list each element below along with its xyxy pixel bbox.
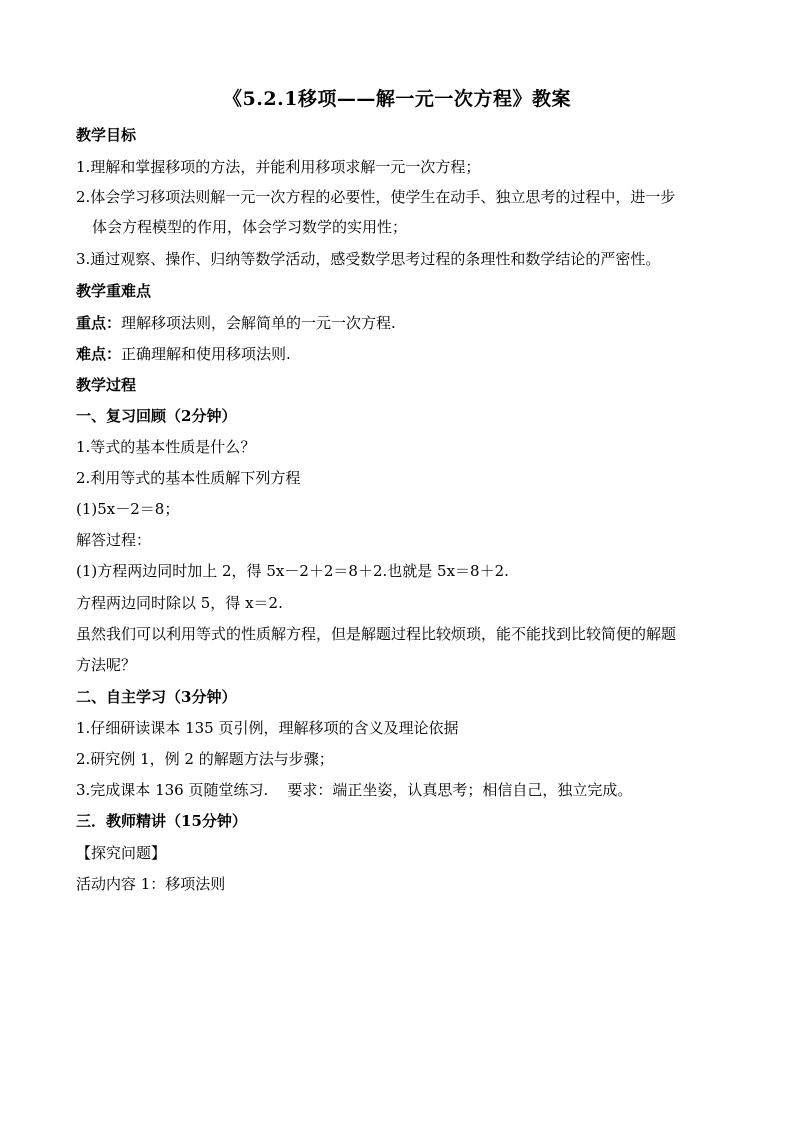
- objectives-heading: 教学目标: [76, 126, 137, 144]
- part1-line-1: 1.等式的基本性质是什么？: [76, 438, 256, 456]
- part1-line-3: (1)5x－2＝8；: [76, 500, 180, 518]
- part2-line-1: 1.仔细研读课本 135 页引例，理解移项的含义及理论依据: [76, 719, 459, 737]
- document-title: 《5.2.1移项——解一元一次方程》教案: [223, 88, 571, 110]
- part3-line-2: 活动内容 1：移项法则: [76, 875, 226, 893]
- part3-heading: 三．教师精讲（15分钟）: [76, 812, 247, 830]
- difficulty-line: [76, 343, 736, 365]
- part1-line-5: (1)方程两边同时加上 2，得 5x－2＋2＝8＋2.也就是 5x＝8＋2.: [76, 562, 509, 580]
- key-point-line: [76, 312, 736, 334]
- objective-item-3: 3.通过观察、操作、归纳等数学活动，感受数学思考过程的条理性和数学结论的严密性。: [76, 250, 661, 268]
- difficulty-text: 正确理解和使用移项法则.: [121, 345, 291, 363]
- part2-heading: 二、自主学习（3分钟）: [76, 688, 237, 706]
- objective-item-2-continued: 体会方程模型的作用，体会学习数学的实用性；: [92, 218, 408, 236]
- part2-line-3: 3.完成课本 136 页随堂练习. 要求：端正坐姿，认真思考；相信自己，独立完成。: [76, 781, 633, 799]
- part1-line-8: 方法呢？: [76, 656, 137, 674]
- key-point-label: 重点：: [76, 314, 122, 332]
- objective-item-1: 1.理解和掌握移项的方法，并能利用移项求解一元一次方程；: [76, 158, 481, 176]
- key-point-text: 理解移项法则，会解简单的一元一次方程.: [121, 314, 396, 332]
- keypoints-heading: 教学重难点: [76, 282, 152, 300]
- part1-heading: 一、复习回顾（2分钟）: [76, 407, 237, 425]
- part1-line-7: 虽然我们可以利用等式的性质解方程，但是解题过程比较烦琐，能不能找到比较简便的解题: [76, 625, 677, 643]
- part1-line-2: 2.利用等式的基本性质解下列方程: [76, 469, 301, 487]
- part1-line-4: 解答过程：: [76, 531, 152, 549]
- difficulty-label: 难点：: [76, 345, 122, 363]
- part3-line-1: 【探究问题】: [76, 844, 167, 862]
- part2-line-2: 2.研究例 1，例 2 的解题方法与步骤；: [76, 750, 334, 768]
- part1-line-6: 方程两边同时除以 5，得 x＝2.: [76, 594, 283, 612]
- process-heading: 教学过程: [76, 376, 137, 394]
- objective-item-2: 2.体会学习移项法则解一元一次方程的必要性，使学生在动手、独立思考的过程中，进一步: [76, 188, 676, 206]
